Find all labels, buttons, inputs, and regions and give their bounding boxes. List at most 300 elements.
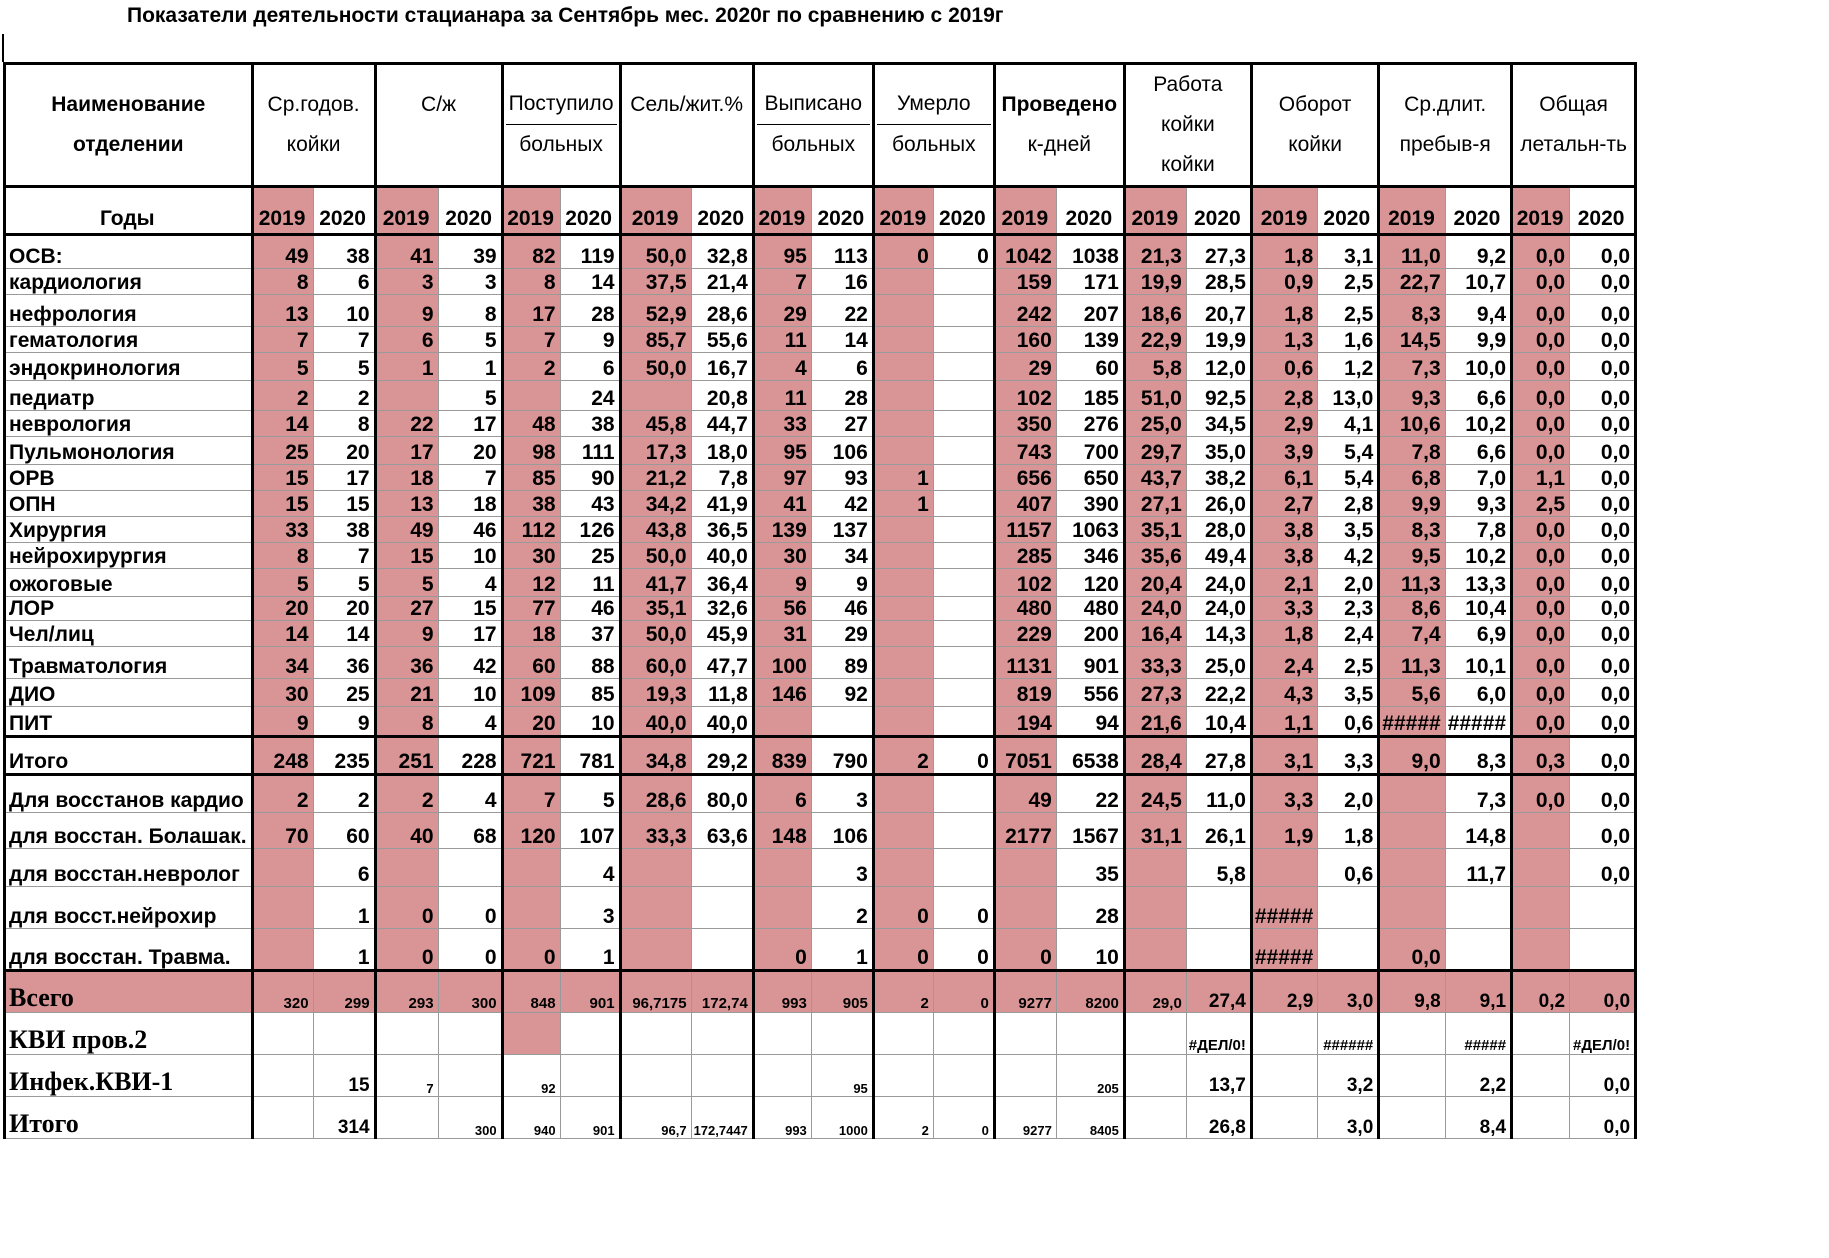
table-cell: 7,8 [1445, 516, 1511, 542]
table-cell: 92,5 [1186, 380, 1251, 410]
table-cell: 41 [753, 490, 811, 516]
table-cell: 8 [252, 542, 313, 568]
table-cell [502, 380, 560, 410]
table-cell: 27,1 [1124, 490, 1186, 516]
table-cell: 10,7 [1445, 268, 1511, 294]
table-cell: 2,5 [1512, 490, 1570, 516]
table-cell: 21,6 [1124, 706, 1186, 736]
table-cell: 228 [438, 736, 502, 774]
header-group-title: С/ж [421, 92, 457, 116]
table-cell: 10,6 [1379, 410, 1445, 436]
table-cell: 26,1 [1186, 812, 1251, 848]
table-cell: 790 [811, 736, 873, 774]
table-cell: 98 [502, 436, 560, 464]
table-cell: 49 [252, 234, 313, 268]
table-cell [1251, 1096, 1317, 1138]
table-cell: 1 [375, 352, 438, 380]
table-cell: 24,0 [1186, 568, 1251, 596]
table-cell: 17 [438, 620, 502, 646]
table-cell: 185 [1056, 380, 1124, 410]
table-cell: 1 [811, 928, 873, 970]
table-cell: 8405 [1056, 1096, 1124, 1138]
table-cell: 96,7175 [620, 970, 691, 1012]
table-cell [620, 1054, 691, 1096]
table-cell: 43,7 [1124, 464, 1186, 490]
year-header: 2020 [1056, 186, 1124, 234]
year-header: 2019 [620, 186, 691, 234]
table-cell: 390 [1056, 490, 1124, 516]
table-cell [1512, 928, 1570, 970]
row-name: эндокринология [5, 352, 253, 380]
table-cell: 901 [1056, 646, 1124, 678]
table-cell: 27,8 [1186, 736, 1251, 774]
table-cell [1251, 848, 1317, 886]
table-cell: 1,8 [1318, 812, 1379, 848]
table-cell: 5 [313, 352, 375, 380]
table-cell: 10,2 [1445, 410, 1511, 436]
table-cell: 28,4 [1124, 736, 1186, 774]
table-row [5, 886, 1636, 928]
table-cell: 35,6 [1124, 542, 1186, 568]
table-cell: 3 [560, 886, 620, 928]
table-cell: 22 [375, 410, 438, 436]
table-cell [1512, 1096, 1570, 1138]
table-cell: 32,8 [691, 234, 753, 268]
header-group-title: Работа койки [1153, 73, 1223, 136]
table-cell: 4,1 [1318, 410, 1379, 436]
table-cell: 9 [375, 620, 438, 646]
table-cell: 25 [560, 542, 620, 568]
table-cell: 106 [811, 812, 873, 848]
table-cell: 0,0 [1570, 464, 1636, 490]
header-group [502, 64, 620, 187]
table-cell: 35,0 [1186, 436, 1251, 464]
table-cell: 2 [375, 774, 438, 812]
row-name: гематология [5, 326, 253, 352]
table-cell: 16,4 [1124, 620, 1186, 646]
table-cell: 34 [811, 542, 873, 568]
table-cell: 3,5 [1318, 516, 1379, 542]
table-cell: 9,9 [1379, 490, 1445, 516]
table-cell [873, 436, 933, 464]
table-cell [873, 516, 933, 542]
table-cell: 2,0 [1318, 774, 1379, 812]
table-cell: 2177 [994, 812, 1056, 848]
table-cell: 0,0 [1570, 1054, 1636, 1096]
table-cell: 40,0 [691, 542, 753, 568]
table-cell: 35,1 [1124, 516, 1186, 542]
table-cell: 109 [502, 678, 560, 706]
table-cell: 70 [252, 812, 313, 848]
table-cell [1512, 848, 1570, 886]
year-header: 2019 [1124, 186, 1186, 234]
table-cell: 112 [502, 516, 560, 542]
header-group [753, 64, 873, 187]
table-cell [1379, 1096, 1445, 1138]
table-cell: ###### [1318, 1012, 1379, 1054]
table-cell: 10,0 [1445, 352, 1511, 380]
table-cell: 97 [753, 464, 811, 490]
table-row [5, 490, 1636, 516]
table-cell [994, 848, 1056, 886]
table-cell: 24 [560, 380, 620, 410]
table-row [5, 542, 1636, 568]
table-cell: 11,8 [691, 678, 753, 706]
table-cell [1124, 848, 1186, 886]
table-cell: 14 [313, 620, 375, 646]
table-cell: 27,4 [1186, 970, 1251, 1012]
table-cell [1124, 928, 1186, 970]
table-cell: 901 [560, 970, 620, 1012]
table-cell: 89 [811, 646, 873, 678]
table-cell: 113 [811, 234, 873, 268]
table-cell: 42 [438, 646, 502, 678]
table-cell: 171 [1056, 268, 1124, 294]
table-cell: 3 [811, 848, 873, 886]
table-cell: 50,0 [620, 620, 691, 646]
table-cell: 839 [753, 736, 811, 774]
page-title: Показатели деятельности стацианара за Сентябрь мес. 2020г по сравнению с 2019г [127, 4, 1004, 27]
table-cell: 3,2 [1318, 1054, 1379, 1096]
table-cell: 8,3 [1445, 736, 1511, 774]
table-cell: 46 [438, 516, 502, 542]
table-cell: 4 [753, 352, 811, 380]
table-cell [933, 380, 994, 410]
table-cell: 0 [933, 886, 994, 928]
table-cell [620, 928, 691, 970]
row-name: КВИ пров.2 [5, 1012, 253, 1054]
table-cell: 0 [502, 928, 560, 970]
table-cell: 2,2 [1445, 1054, 1511, 1096]
table-cell: 29 [994, 352, 1056, 380]
header-group [252, 64, 375, 187]
table-cell: 300 [438, 1096, 502, 1138]
table-cell: 993 [753, 970, 811, 1012]
row-name: Итого [5, 736, 253, 774]
table-cell: 229 [994, 620, 1056, 646]
table-cell [873, 774, 933, 812]
row-name: для восстан.невролог [5, 848, 253, 886]
table-cell: ##### [1379, 706, 1445, 736]
table-row [5, 234, 1636, 268]
table-cell [252, 1012, 313, 1054]
table-cell: 42 [811, 490, 873, 516]
table-cell: 20 [438, 436, 502, 464]
row-name: для восстан. Травма. [5, 928, 253, 970]
table-cell: 1,8 [1251, 234, 1317, 268]
table-cell: 160 [994, 326, 1056, 352]
table-cell: 3 [438, 268, 502, 294]
table-cell [502, 886, 560, 928]
table-cell: 24,0 [1124, 596, 1186, 620]
header-group [994, 64, 1124, 187]
table-cell: 7,0 [1445, 464, 1511, 490]
row-name: неврология [5, 410, 253, 436]
table-cell: 2,5 [1318, 294, 1379, 326]
table-cell: 3,0 [1318, 970, 1379, 1012]
table-cell: 20 [313, 596, 375, 620]
table-cell [1318, 886, 1379, 928]
table-cell: 0,0 [1512, 706, 1570, 736]
table-cell: 92 [811, 678, 873, 706]
table-cell: 82 [502, 234, 560, 268]
table-cell: 56 [753, 596, 811, 620]
header-group-subtitle: летальн-ть [1520, 132, 1627, 156]
table-cell: 9,5 [1379, 542, 1445, 568]
table-cell: 8 [502, 268, 560, 294]
table-cell: 285 [994, 542, 1056, 568]
table-cell: 0,0 [1512, 596, 1570, 620]
header-group-subtitle: больных [877, 124, 991, 165]
table-cell: 21 [375, 678, 438, 706]
table-cell [811, 1012, 873, 1054]
table-cell [753, 848, 811, 886]
table-cell: 1,3 [1251, 326, 1317, 352]
table-cell: 60 [313, 812, 375, 848]
table-cell [438, 1012, 502, 1054]
table-cell [873, 326, 933, 352]
table-cell [933, 620, 994, 646]
table-cell: 29,0 [1124, 970, 1186, 1012]
table-cell: 2 [502, 352, 560, 380]
table-cell: 16 [811, 268, 873, 294]
table-cell: 159 [994, 268, 1056, 294]
table-cell: 19,9 [1124, 268, 1186, 294]
table-cell: 8 [313, 410, 375, 436]
table-cell: 13,3 [1445, 568, 1511, 596]
year-header: 2019 [1379, 186, 1445, 234]
table-cell: 0,0 [1512, 234, 1570, 268]
table-row [5, 568, 1636, 596]
table-cell [438, 848, 502, 886]
header-group-title: Выписано [764, 92, 863, 116]
table-cell: 2 [313, 774, 375, 812]
table-cell: 2,5 [1318, 268, 1379, 294]
table-cell [620, 848, 691, 886]
table-cell: 11,3 [1379, 646, 1445, 678]
table-cell: 20,8 [691, 380, 753, 410]
year-header: 2020 [933, 186, 994, 234]
table-cell: 0 [994, 928, 1056, 970]
table-cell: 5 [560, 774, 620, 812]
year-header: 2020 [1318, 186, 1379, 234]
table-cell [1124, 1012, 1186, 1054]
table-cell: 7051 [994, 736, 1056, 774]
table-cell [375, 380, 438, 410]
table-cell [620, 886, 691, 928]
year-header: 2020 [313, 186, 375, 234]
table-cell: 94 [1056, 706, 1124, 736]
table-cell [933, 812, 994, 848]
table-cell: 45,8 [620, 410, 691, 436]
table-cell [873, 812, 933, 848]
table-cell: 7 [438, 464, 502, 490]
header-group-title: Поступило [508, 92, 614, 116]
table-row [5, 646, 1636, 678]
table-cell: 1000 [811, 1096, 873, 1138]
table-cell [933, 646, 994, 678]
table-cell: 50,0 [620, 542, 691, 568]
table-cell [375, 1096, 438, 1138]
table-cell: 20 [313, 436, 375, 464]
table-cell: 314 [313, 1096, 375, 1138]
table-cell: 2,4 [1318, 620, 1379, 646]
table-cell: 0 [933, 234, 994, 268]
table-cell: 0,0 [1512, 516, 1570, 542]
table-cell [1379, 774, 1445, 812]
table-cell: 0,0 [1570, 812, 1636, 848]
table-cell: 480 [1056, 596, 1124, 620]
table-cell [252, 886, 313, 928]
header-group [375, 64, 502, 187]
header-group-title: Оборот [1278, 92, 1352, 116]
table-cell: 0,6 [1251, 352, 1317, 380]
table-cell: 901 [560, 1096, 620, 1138]
table-cell [502, 1012, 560, 1054]
table-cell: 5 [252, 568, 313, 596]
table-cell: 38 [313, 516, 375, 542]
table-cell: 2,5 [1318, 646, 1379, 678]
table-cell: 92 [502, 1054, 560, 1096]
table-cell: 38 [313, 234, 375, 268]
table-cell [933, 436, 994, 464]
table-cell: 2,9 [1251, 410, 1317, 436]
table-cell: 0,0 [1570, 1096, 1636, 1138]
table-cell: 7 [502, 774, 560, 812]
year-header: 2019 [753, 186, 811, 234]
table-cell: 43 [560, 490, 620, 516]
row-name: ЛОР [5, 596, 253, 620]
table-cell: 6 [375, 326, 438, 352]
table-cell: 21,2 [620, 464, 691, 490]
table-cell: 3,5 [1318, 678, 1379, 706]
table-row [5, 436, 1636, 464]
table-cell: 0,0 [1512, 380, 1570, 410]
table-cell: 148 [753, 812, 811, 848]
table-cell: 9 [375, 294, 438, 326]
table-cell: 111 [560, 436, 620, 464]
table-cell: 26,8 [1186, 1096, 1251, 1138]
table-cell: 17 [375, 436, 438, 464]
table-cell: 0,0 [1570, 678, 1636, 706]
table-cell: 16,7 [691, 352, 753, 380]
table-cell: 38 [502, 490, 560, 516]
table-cell: 28 [811, 380, 873, 410]
table-cell: 0,0 [1570, 542, 1636, 568]
table-cell: 350 [994, 410, 1056, 436]
row-name: для восст.нейрохир [5, 886, 253, 928]
table-cell: 9,8 [1379, 970, 1445, 1012]
table-cell [933, 268, 994, 294]
table-cell [375, 1012, 438, 1054]
table-cell: 38 [560, 410, 620, 436]
table-cell: 0,0 [1570, 568, 1636, 596]
table-cell: 37 [560, 620, 620, 646]
table-cell: 18,6 [1124, 294, 1186, 326]
table-cell: 15 [313, 490, 375, 516]
table-cell: 25 [252, 436, 313, 464]
table-row [5, 1012, 1636, 1054]
corner-mark [2, 34, 4, 62]
table-cell: 1,8 [1251, 294, 1317, 326]
table-cell [753, 1054, 811, 1096]
table-cell: 29,2 [691, 736, 753, 774]
table-row [5, 1054, 1636, 1096]
table-cell: 139 [753, 516, 811, 542]
table-cell: 2 [252, 774, 313, 812]
table-cell: 4,2 [1318, 542, 1379, 568]
table-cell: 700 [1056, 436, 1124, 464]
table-cell [933, 678, 994, 706]
header-name-line: отделении [72, 132, 184, 156]
table-cell: 8 [438, 294, 502, 326]
table-cell: 14 [811, 326, 873, 352]
header-group-title: Умерло [896, 92, 971, 116]
table-cell [1379, 1054, 1445, 1096]
table-cell: 6,6 [1445, 380, 1511, 410]
table-row [5, 812, 1636, 848]
table-row [5, 516, 1636, 542]
header-group-subtitle: койки [286, 132, 341, 156]
header-group-subtitle: пребыв-я [1399, 132, 1491, 156]
table-cell: 10 [313, 294, 375, 326]
header-group-subtitle [624, 125, 750, 165]
table-cell: 1 [313, 928, 375, 970]
table-cell: 0,0 [1570, 646, 1636, 678]
table-cell: 50,0 [620, 234, 691, 268]
header-group [1251, 64, 1378, 187]
table-cell: 407 [994, 490, 1056, 516]
table-cell: 41,7 [620, 568, 691, 596]
table-cell: 242 [994, 294, 1056, 326]
row-name: нефрология [5, 294, 253, 326]
table-cell: 34,8 [620, 736, 691, 774]
table-cell: 207 [1056, 294, 1124, 326]
table-cell: 35 [1056, 848, 1124, 886]
table-cell: 10,4 [1445, 596, 1511, 620]
table-cell: 34,5 [1186, 410, 1251, 436]
table-cell: 8,4 [1445, 1096, 1511, 1138]
table-cell: 9,3 [1379, 380, 1445, 410]
table-cell: 30 [252, 678, 313, 706]
table-cell: 19,3 [620, 678, 691, 706]
table-cell: 14,5 [1379, 326, 1445, 352]
table-cell: 0,0 [1512, 542, 1570, 568]
table-cell: 15 [313, 1054, 375, 1096]
table-cell: 28 [1056, 886, 1124, 928]
table-cell: 40,0 [620, 706, 691, 736]
table-cell: 95 [753, 436, 811, 464]
table-cell [873, 620, 933, 646]
table-cell: 9277 [994, 1096, 1056, 1138]
table-cell [252, 928, 313, 970]
table-cell: 2 [811, 886, 873, 928]
row-name: ДИО [5, 678, 253, 706]
header-group-subtitle: койки [1160, 152, 1215, 176]
table-cell: 6538 [1056, 736, 1124, 774]
table-cell: 1,6 [1318, 326, 1379, 352]
table-cell: 17 [313, 464, 375, 490]
table-cell: 39 [438, 234, 502, 268]
table-cell: 4 [438, 568, 502, 596]
row-name: ОПН [5, 490, 253, 516]
table-cell: 0,2 [1512, 970, 1570, 1012]
year-header: 2020 [1570, 186, 1636, 234]
table-cell [873, 1012, 933, 1054]
table-cell: 60 [1056, 352, 1124, 380]
table-cell: 43,8 [620, 516, 691, 542]
table-cell [1512, 1012, 1570, 1054]
